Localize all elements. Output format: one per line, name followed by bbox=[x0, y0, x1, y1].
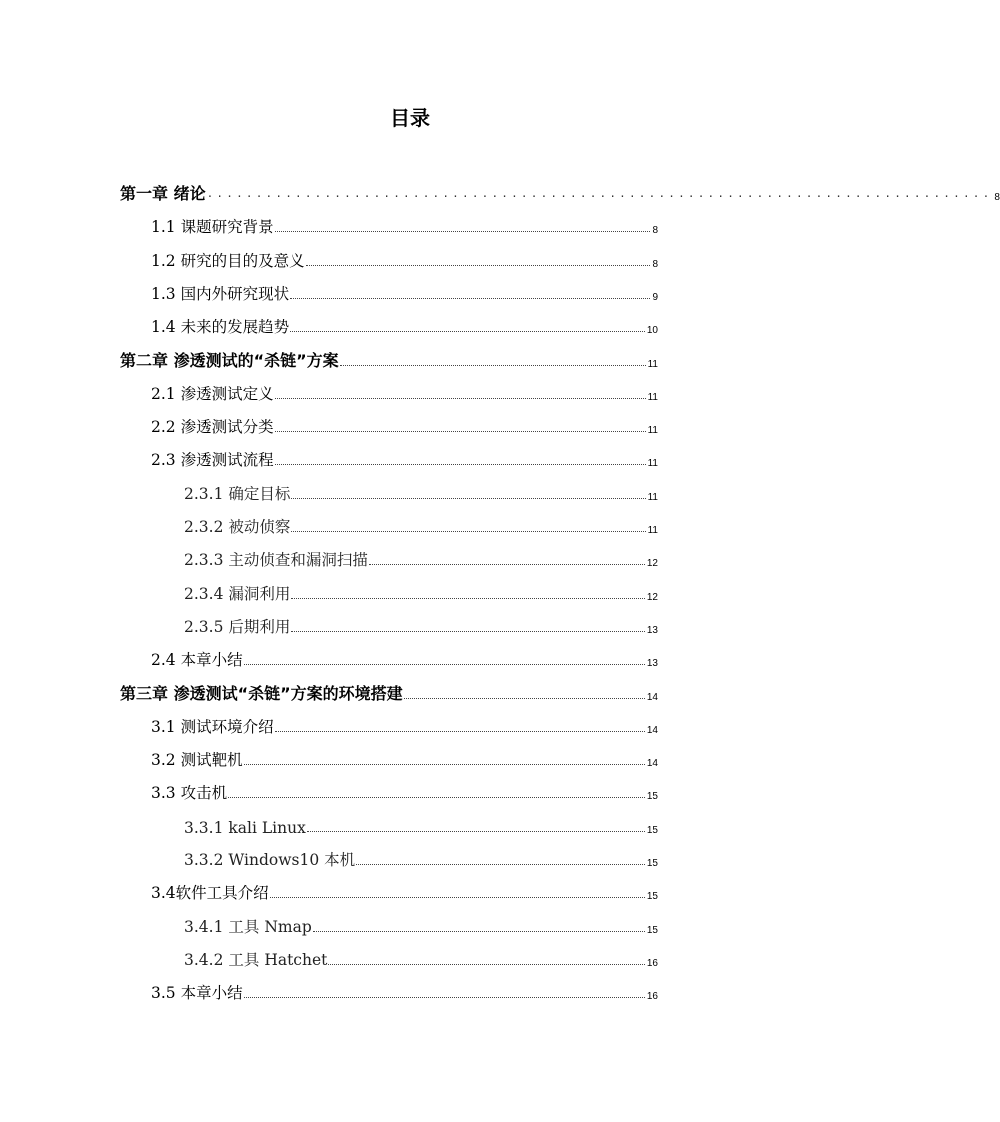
toc-entry-label bbox=[151, 415, 274, 439]
toc-page-number: 12 bbox=[646, 592, 658, 603]
toc-entry-label bbox=[120, 681, 403, 706]
toc-entry-text: 渗透测试定义 bbox=[180, 385, 274, 403]
toc-section-entry[interactable] bbox=[151, 744, 658, 772]
dot-leader bbox=[328, 964, 645, 965]
toc-section-entry[interactable] bbox=[151, 411, 658, 439]
dot-leader bbox=[356, 864, 645, 865]
dot-leader bbox=[306, 265, 651, 266]
toc-entry-number: 3.3 bbox=[151, 784, 176, 802]
toc-entry-number: 2.3 bbox=[151, 451, 176, 469]
toc-page-number: 15 bbox=[646, 791, 658, 802]
toc-entry-label bbox=[151, 315, 289, 339]
toc-entry-text: 课题研究背景 bbox=[180, 218, 274, 236]
toc-section-entry[interactable] bbox=[184, 478, 658, 506]
dot-leader bbox=[228, 797, 645, 798]
toc-entry-label bbox=[184, 482, 290, 506]
toc-entry-label bbox=[151, 981, 243, 1005]
toc-chapter-entry[interactable] bbox=[120, 345, 658, 373]
toc-entry-label bbox=[120, 181, 206, 206]
toc-entry-label bbox=[151, 215, 274, 239]
dot-leader bbox=[313, 931, 645, 932]
toc-entry-number: 2.3.1 bbox=[184, 485, 224, 503]
toc-page-number: 12 bbox=[646, 558, 658, 569]
toc-entry-text: 国内外研究现状 bbox=[180, 285, 290, 303]
toc-page-number: 11 bbox=[647, 492, 658, 503]
toc-page-number: 15 bbox=[646, 858, 658, 869]
toc-page-number: 16 bbox=[646, 958, 658, 969]
toc-page-number: 8 bbox=[994, 192, 1000, 203]
toc-entry-label bbox=[151, 781, 227, 805]
dot-leader bbox=[290, 298, 650, 299]
toc-entry-label bbox=[184, 615, 290, 639]
toc-entry-label bbox=[151, 382, 274, 406]
toc-section-entry[interactable] bbox=[151, 644, 658, 672]
toc-entry-number: 3.2 bbox=[151, 751, 176, 769]
toc-page-number: 8 bbox=[652, 225, 658, 236]
toc-section-entry[interactable] bbox=[184, 611, 658, 639]
dot-leader bbox=[244, 997, 645, 998]
toc-entry-label bbox=[151, 448, 274, 472]
toc-entry-text: 渗透测试分类 bbox=[180, 418, 274, 436]
toc-page-number: 11 bbox=[647, 425, 658, 436]
toc-entry-number: 2.3.3 bbox=[184, 551, 224, 569]
toc-entry-number: 3.1 bbox=[151, 718, 176, 736]
toc-entry-text: 测试环境介绍 bbox=[180, 718, 274, 736]
toc-entry-number: 2.3.5 bbox=[184, 618, 224, 636]
toc-chapter-entry[interactable] bbox=[120, 178, 1000, 206]
dot-leader bbox=[291, 498, 645, 499]
dot-leader bbox=[340, 365, 646, 366]
dot-leader: ................................................................................ bbox=[206, 187, 993, 200]
toc-page-number: 10 bbox=[646, 325, 658, 336]
toc-page-number: 11 bbox=[647, 458, 658, 469]
toc-page-number: 13 bbox=[646, 658, 658, 669]
toc-entry-number: 1.1 bbox=[151, 218, 176, 236]
toc-page-number: 15 bbox=[646, 891, 658, 902]
toc-entry-number: 2.1 bbox=[151, 385, 176, 403]
toc-page-number: 15 bbox=[646, 825, 658, 836]
toc-entry-number: 1.4 bbox=[151, 318, 176, 336]
toc-entry-label bbox=[184, 948, 327, 972]
toc-page-number: 14 bbox=[646, 758, 658, 769]
toc-entry-label bbox=[151, 249, 305, 273]
toc-entry-number: 1.2 bbox=[151, 252, 176, 270]
toc-entry-text: 本章小结 bbox=[180, 651, 243, 669]
toc-section-entry[interactable] bbox=[184, 944, 658, 972]
dot-leader bbox=[244, 764, 645, 765]
dot-leader bbox=[291, 531, 645, 532]
toc-section-entry[interactable] bbox=[184, 911, 658, 939]
toc-page-number: 15 bbox=[646, 925, 658, 936]
dot-leader bbox=[290, 331, 645, 332]
dot-leader bbox=[291, 631, 644, 632]
toc-entry-number: 3.4.2 bbox=[184, 951, 224, 969]
toc-section-entry[interactable] bbox=[184, 811, 658, 839]
toc-entry-text: 被动侦察 bbox=[228, 518, 291, 536]
toc-page-number: 8 bbox=[652, 259, 658, 270]
toc-entry-number: 2.3.4 bbox=[184, 585, 224, 603]
dot-leader bbox=[404, 698, 645, 699]
dot-leader bbox=[275, 231, 651, 232]
toc-entry-text: 研究的目的及意义 bbox=[180, 252, 305, 270]
toc-entry-number: 3.3.2 bbox=[184, 851, 224, 869]
toc-entry-number: 3.4.1 bbox=[184, 918, 224, 936]
toc-section-entry[interactable] bbox=[184, 511, 658, 539]
toc-chapter-entry[interactable] bbox=[120, 678, 658, 706]
toc-section-entry[interactable] bbox=[151, 977, 658, 1005]
toc-entry-text: 本章小结 bbox=[180, 984, 243, 1002]
toc-entry-label bbox=[184, 515, 290, 539]
toc-entry-label bbox=[184, 819, 306, 839]
toc-entry-text: 攻击机 bbox=[180, 784, 228, 802]
toc-entry-number: 3.4 bbox=[151, 884, 176, 902]
dot-leader bbox=[275, 731, 645, 732]
dot-leader bbox=[275, 464, 646, 465]
toc-title: 目录 bbox=[390, 106, 430, 130]
toc-section-entry[interactable] bbox=[184, 578, 658, 606]
toc-entry-number: 3.5 bbox=[151, 984, 176, 1002]
dot-leader bbox=[307, 831, 645, 832]
toc-entry-number: 2.3.2 bbox=[184, 518, 224, 536]
toc-entry-label bbox=[151, 881, 269, 905]
toc-section-entry[interactable] bbox=[184, 544, 658, 572]
toc-section-entry[interactable] bbox=[151, 311, 658, 339]
toc-page-number: 16 bbox=[646, 991, 658, 1002]
toc-entry-text: 主动侦查和漏洞扫描 bbox=[228, 551, 368, 569]
toc-page-number: 13 bbox=[646, 625, 658, 636]
toc-page-number: 11 bbox=[647, 359, 658, 370]
toc-entry-label bbox=[184, 848, 355, 872]
toc-entry-label bbox=[151, 648, 243, 672]
toc-entry-text: 绪论 bbox=[173, 184, 206, 203]
dot-leader bbox=[369, 564, 645, 565]
toc-entry-number: 2.2 bbox=[151, 418, 176, 436]
toc-entry-text: 未来的发展趋势 bbox=[180, 318, 290, 336]
toc-entry-text: 工具 Hatchet bbox=[228, 951, 328, 969]
toc-section-entry[interactable] bbox=[151, 378, 658, 406]
toc-entry-label bbox=[151, 715, 274, 739]
toc-entry-text: 渗透测试流程 bbox=[180, 451, 274, 469]
toc-entry-number: 2.4 bbox=[151, 651, 176, 669]
toc-section-entry[interactable] bbox=[151, 245, 658, 273]
toc-entry-number: 第三章 bbox=[120, 684, 169, 703]
toc-section-entry[interactable] bbox=[151, 877, 658, 905]
dot-leader bbox=[244, 664, 645, 665]
toc-section-entry[interactable] bbox=[151, 278, 658, 306]
toc-entry-label bbox=[151, 282, 289, 306]
toc-section-entry[interactable] bbox=[151, 211, 658, 239]
toc-entry-label bbox=[184, 582, 290, 606]
toc-page-number: 14 bbox=[646, 725, 658, 736]
toc-entry-text: 软件工具介绍 bbox=[175, 884, 269, 902]
toc-entry-number: 第二章 bbox=[120, 351, 169, 370]
toc-entry-text: 测试靶机 bbox=[180, 751, 243, 769]
toc-entry-number: 第一章 bbox=[120, 184, 169, 203]
toc-page-number: 11 bbox=[647, 525, 658, 536]
toc-section-entry[interactable] bbox=[151, 711, 658, 739]
toc-entry-number: 1.3 bbox=[151, 285, 176, 303]
toc-entry-text: Windows10 本机 bbox=[228, 851, 356, 869]
toc-entry-text: kali Linux bbox=[228, 819, 306, 837]
toc-entry-text: 渗透测试“杀链”方案的环境搭建 bbox=[173, 684, 403, 703]
toc-entry-text: 渗透测试的“杀链”方案 bbox=[173, 351, 339, 370]
toc-entry-label bbox=[184, 915, 312, 939]
dot-leader bbox=[275, 431, 646, 432]
toc-entry-number: 3.3.1 bbox=[184, 819, 224, 837]
dot-leader bbox=[270, 897, 645, 898]
toc-page-number: 11 bbox=[647, 392, 658, 403]
toc-section-entry[interactable] bbox=[151, 444, 658, 472]
toc-entry-text: 工具 Nmap bbox=[228, 918, 312, 936]
toc-section-entry[interactable] bbox=[151, 777, 658, 805]
toc-entry-label bbox=[184, 548, 368, 572]
dot-leader bbox=[275, 398, 646, 399]
toc-entry-text: 漏洞利用 bbox=[228, 585, 291, 603]
dot-leader bbox=[291, 598, 644, 599]
toc-page-number: 9 bbox=[652, 292, 658, 303]
toc-entry-label bbox=[151, 748, 243, 772]
toc-page-number: 14 bbox=[646, 692, 658, 703]
toc-entry-text: 后期利用 bbox=[228, 618, 291, 636]
toc-entry-label bbox=[120, 348, 339, 373]
toc-entry-text: 确定目标 bbox=[228, 485, 291, 503]
toc-section-entry[interactable] bbox=[184, 844, 658, 872]
